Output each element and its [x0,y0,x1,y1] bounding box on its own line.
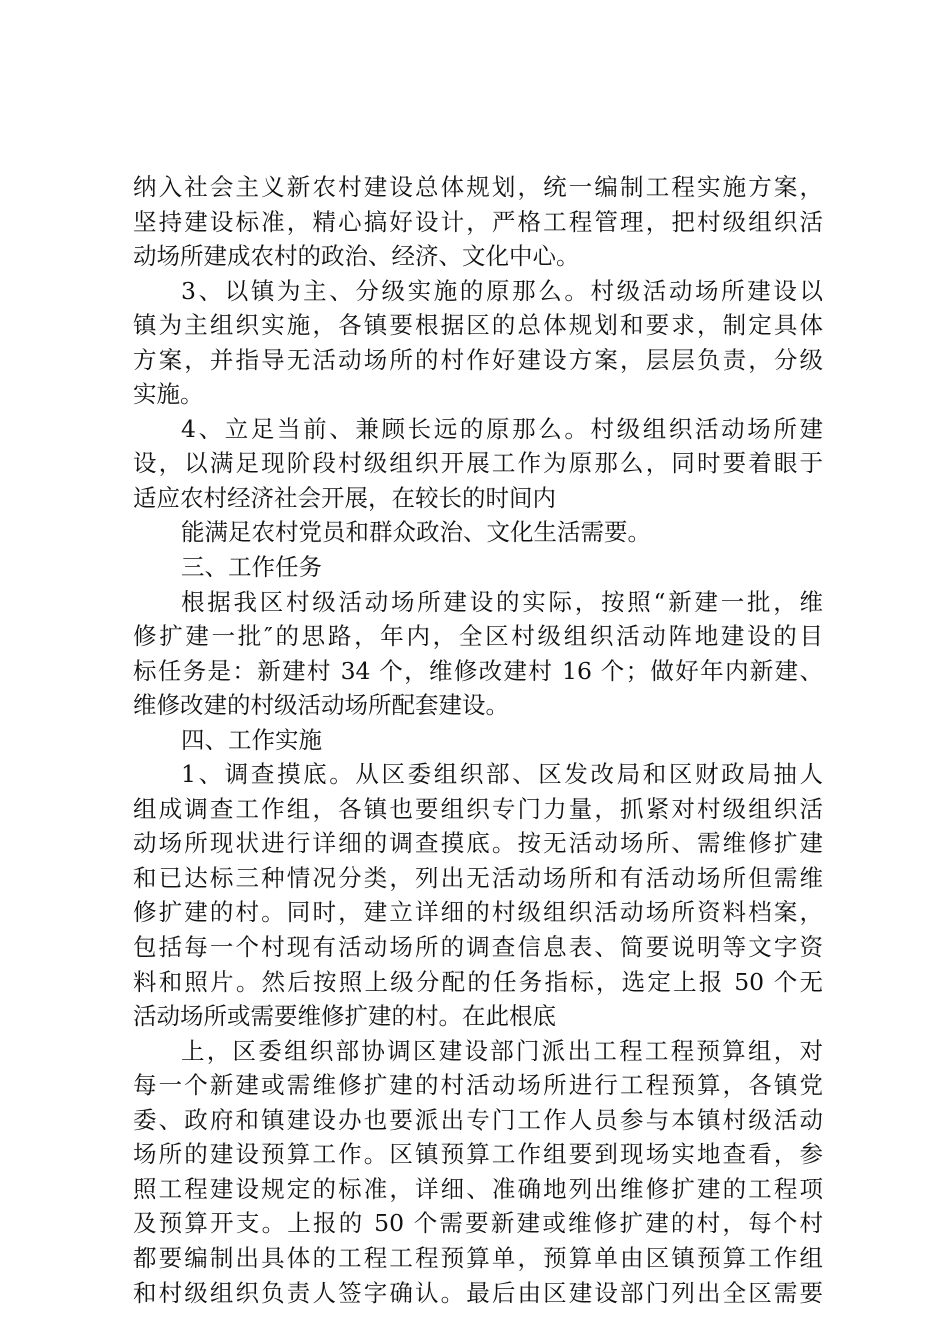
text-line: 场所的建设预算工作。区镇预算工作组要到现场实地查看，参 [133,1140,823,1169]
text-line: 镇为主组织实施，各镇要根据区的总体规划和要求，制定具体 [133,311,823,340]
text-line: 料和照片。然后按照上级分配的任务指标，选定上报 50 个无 [133,967,823,996]
text-line: 包括每一个村现有活动场所的调查信息表、简要说明等文字资 [133,933,823,962]
text-line: 修扩建的村。同时，建立详细的村级组织活动场所资料档案， [133,898,823,927]
text-line: 和村级组织负责人签字确认。最后由区建设部门列出全区需要 [133,1278,823,1307]
text-line: 纳入社会主义新农村建设总体规划，统一编制工程实施方案， [133,173,823,201]
body-text [133,170,823,1310]
text-line: 1、调查摸底。从区委组织部、区发改局和区财政局抽人 [181,760,823,789]
text-line: 动场所现状进行详细的调查摸底。按无活动场所、需维修扩建 [133,829,823,858]
text-line: 3、以镇为主、分级实施的原那么。村级活动场所建设以 [181,276,823,305]
text-line: 照工程建设规定的标准，详细、准确地列出维修扩建的工程项 [133,1174,823,1203]
text-line: 上，区委组织部协调区建设部门派出工程工程预算组，对 [181,1036,823,1065]
text-line: 和已达标三种情况分类，列出无活动场所和有活动场所但需维 [133,863,823,892]
text-line: 动场所建成农村的政治、经济、文化中心。 [133,242,580,271]
text-line: 4、立足当前、兼顾长远的原那么。村级组织活动场所建 [181,414,823,443]
text-line: 委、政府和镇建设办也要派出专门工作人员参与本镇村级活动 [133,1105,823,1134]
text-line: 活动场所或需要维修扩建的村。在此根底 [133,1002,556,1031]
text-line: 设，以满足现阶段村级组织开展工作为原那么，同时要着眼于 [133,449,823,478]
text-line: 修扩建一批″的思路，年内，全区村级组织活动阵地建设的目 [133,622,823,651]
text-line: 坚持建设标准，精心搞好设计，严格工程管理，把村级组织活 [133,207,823,236]
text-line: 每一个新建或需维修扩建的村活动场所进行工程预算，各镇党 [133,1071,823,1100]
text-line: 能满足农村党员和群众政治、文化生活需要。 [181,518,651,547]
text-line: 维修改建的村级活动场所配套建设。 [133,691,509,720]
text-line: 方案，并指导无活动场所的村作好建设方案，层层负责，分级 [133,345,823,374]
text-line: 组成调查工作组，各镇也要组织专门力量，抓紧对村级组织活 [133,794,823,823]
text-line: 适应农村经济社会开展，在较长的时间内 [133,483,556,512]
text-line: 实施。 [133,380,204,409]
text-line: 及预算开支。上报的 50 个需要新建或维修扩建的村，每个村 [133,1209,823,1238]
text-line: 都要编制出具体的工程工程预算单，预算单由区镇预算工作组 [133,1243,823,1272]
section-heading: 四、工作实施 [181,725,322,754]
text-line: 根据我区村级活动场所建设的实际，按照“新建一批，维 [181,587,823,616]
section-heading: 三、工作任务 [181,553,322,582]
text-line: 标任务是：新建村 34 个，维修改建村 16 个；做好年内新建、 [133,656,823,685]
